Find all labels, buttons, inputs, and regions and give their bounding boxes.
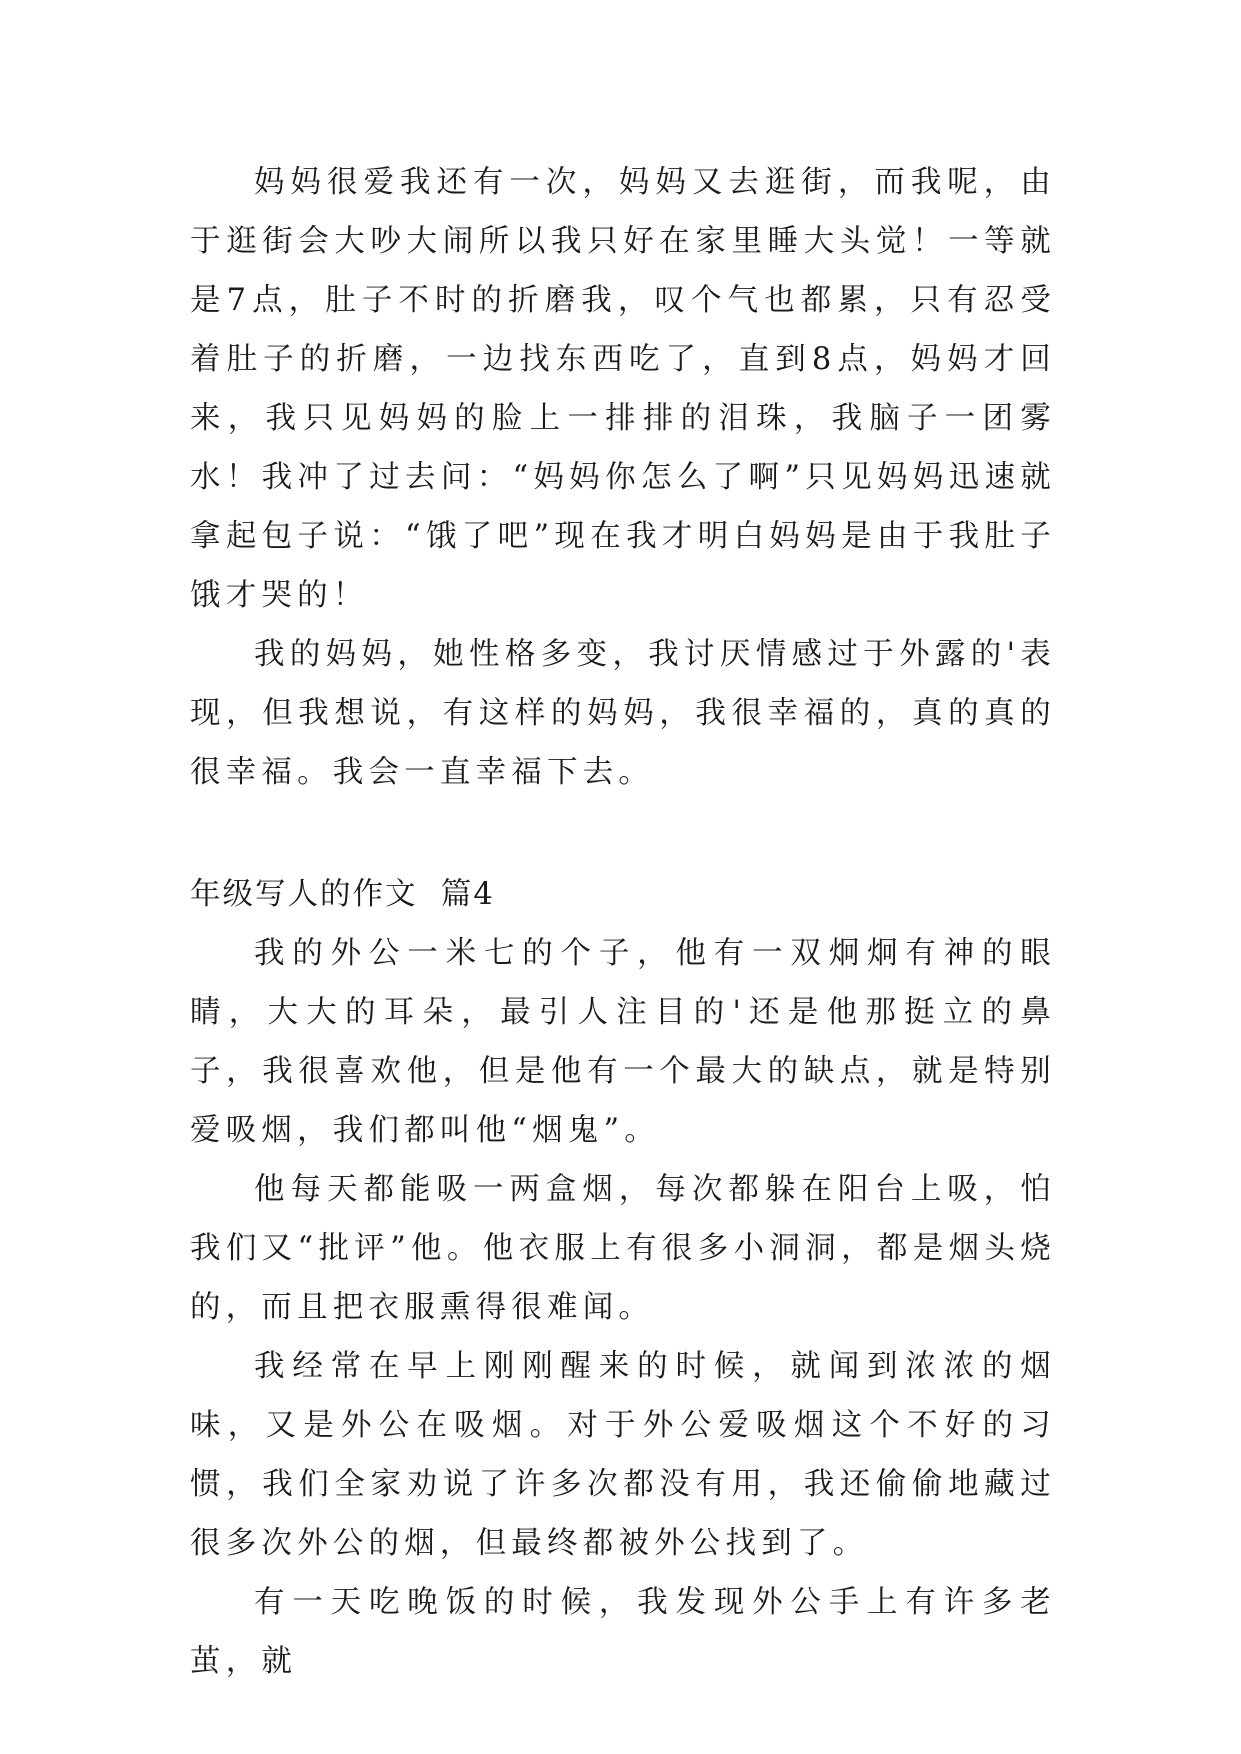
paragraph-mother-happiness: 我的妈妈，她性格多变，我讨厌情感过于外露的'表现，但我想说，有这样的妈妈，我很幸福的，真的真的很幸福。我会一直幸福下去。 (190, 637, 1056, 790)
paragraph-smoke-morning: 我经常在早上刚刚醒来的时候，就闻到浓浓的烟味，又是外公在吸烟。对于外公爱吸烟这个不好的习惯，我们全家劝说了许多次都没有用，我还偷偷地藏过很多次外公的烟，但最终都被外公找到了。 (190, 1349, 1056, 1561)
section-spacer (190, 802, 1056, 865)
paragraph-grandfather-smoking: 他每天都能吸一两盒烟，每次都躲在阳台上吸，怕我们又“批评”他。他衣服上有很多小洞洞，都是烟头烧的，而且把衣服熏得很难闻。 (190, 1172, 1056, 1325)
paragraph-grandfather-intro: 我的外公一米七的个子，他有一双炯炯有神的眼睛，大大的耳朵，最引人注目的'还是他那挺立的鼻子，我很喜欢他，但是他有一个最大的缺点，就是特别爱吸烟，我们都叫他“烟鬼”。 (190, 936, 1056, 1148)
document-body (190, 153, 1056, 1691)
section-heading: 年级写人的作文 篇4 (190, 877, 495, 912)
paragraph-dinner: 有一天吃晚饭的时候，我发现外公手上有许多老茧，就 (190, 1585, 1056, 1679)
paragraph-mother-shopping: 妈妈很爱我还有一次，妈妈又去逛街，而我呢，由于逛街会大吵大闹所以我只好在家里睡大头觉！一等就是7点，肚子不时的折磨我，叹个气也都累，只有忍受着肚子的折磨，一边找东西吃了，直到8点，妈妈才回来，我只见妈妈的脸上一排排的泪珠，我脑子一团雾水！我冲了过去问：“妈妈你怎么了啊”只见妈妈迅速就拿起包子说：“饿了吧”现在我才明白妈妈是由于我肚子饿才哭的！ (190, 165, 1056, 613)
